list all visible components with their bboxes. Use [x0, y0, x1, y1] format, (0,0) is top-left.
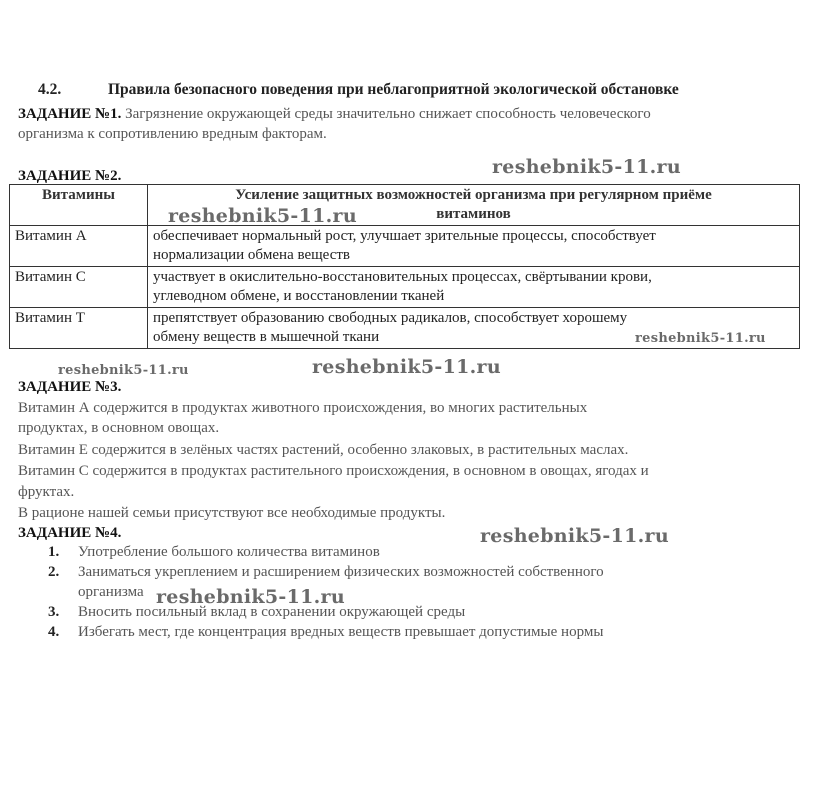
item-number: 2.	[48, 564, 60, 580]
task3-line: Витамин Е содержится в зелёных частях растений, особенно злаковых, в растительных маслах.	[18, 442, 629, 458]
task3-line: фруктах.	[18, 484, 75, 500]
task1-text-1: Загрязнение окружающей среды значительно снижает способность человеческого	[125, 106, 651, 122]
table-row	[10, 226, 800, 267]
task4-list	[0, 542, 823, 642]
watermark: reshebnik5-11.ru	[168, 205, 357, 227]
task3-label: ЗАДАНИЕ №3.	[18, 379, 122, 395]
vitamin-effect-line2: нормализации обмена веществ	[153, 247, 351, 263]
watermark: reshebnik5-11.ru	[635, 331, 766, 346]
section-title: Правила безопасного поведения при неблагоприятной экологической обстановке	[108, 81, 679, 98]
vitamin-effect-line1: препятствует образованию свободных радикалов, способствует хорошему	[153, 310, 628, 326]
watermark: reshebnik5-11.ru	[492, 156, 681, 178]
item-text: Вносить посильный вклад в сохранении окружающей среды	[78, 604, 466, 620]
vitamin-effect-line2: углеводном обмене, и восстановлении тканей	[153, 288, 445, 304]
watermark: reshebnik5-11.ru	[312, 356, 501, 378]
item-number: 4.	[48, 624, 60, 640]
vitamin-effect-line1: обеспечивает нормальный рост, улучшает зрительные процессы, способствует	[153, 228, 656, 244]
task2-label: ЗАДАНИЕ №2.	[18, 168, 122, 184]
task3-line: В рационе нашей семьи присутствуют все необходимые продукты.	[18, 505, 446, 521]
vitamin-effect	[148, 267, 800, 308]
list-item	[0, 602, 823, 622]
table-row	[10, 267, 800, 308]
task1-label: ЗАДАНИЕ №1.	[18, 106, 122, 122]
list-item	[0, 582, 823, 602]
vitamin-effect-line2: обмену веществ в мышечной ткани	[153, 329, 380, 345]
item-text: Употребление большого количества витаминов	[78, 544, 380, 560]
header-effect-line1: Усиление защитных возможностей организма при регулярном приёме	[235, 187, 712, 203]
item-text: Заниматься укреплением и расширением физических возможностей собственного	[78, 564, 604, 580]
list-item	[0, 562, 823, 582]
task3-line: продуктах, в основном овощах.	[18, 420, 220, 436]
vitamin-name: Витамин А	[10, 226, 148, 267]
table-header-row	[10, 185, 800, 226]
task1-line1	[18, 104, 651, 124]
list-item	[0, 542, 823, 562]
task4-label: ЗАДАНИЕ №4.	[18, 525, 122, 541]
task1-text-2: организма к сопротивлению вредным факторам.	[18, 126, 327, 142]
section-heading	[38, 80, 679, 100]
section-number: 4.2.	[38, 81, 62, 98]
vitamin-effect-line1: участвует в окислительно-восстановительных процессах, свёртывании крови,	[153, 269, 652, 285]
watermark: reshebnik5-11.ru	[156, 586, 345, 608]
item-text: организма	[78, 584, 144, 600]
task3-line: Витамин А содержится в продуктах животного происхождения, во многих растительных	[18, 400, 588, 416]
vitamin-name: Витамин С	[10, 267, 148, 308]
header-effect-line2: витаминов	[436, 206, 511, 222]
list-item	[0, 622, 823, 642]
watermark: reshebnik5-11.ru	[58, 363, 189, 378]
item-number: 1.	[48, 544, 60, 560]
item-number: 3.	[48, 604, 60, 620]
item-text: Избегать мест, где концентрация вредных веществ превышает допустимые нормы	[78, 624, 604, 640]
watermark: reshebnik5-11.ru	[480, 525, 669, 547]
task3-line: Витамин С содержится в продуктах растительного происхождения, в основном в овощах, ягодах и	[18, 463, 649, 479]
vitamins-table	[9, 184, 800, 349]
header-vitamins: Витамины	[10, 185, 148, 226]
vitamin-name: Витамин Т	[10, 308, 148, 349]
vitamin-effect	[148, 226, 800, 267]
